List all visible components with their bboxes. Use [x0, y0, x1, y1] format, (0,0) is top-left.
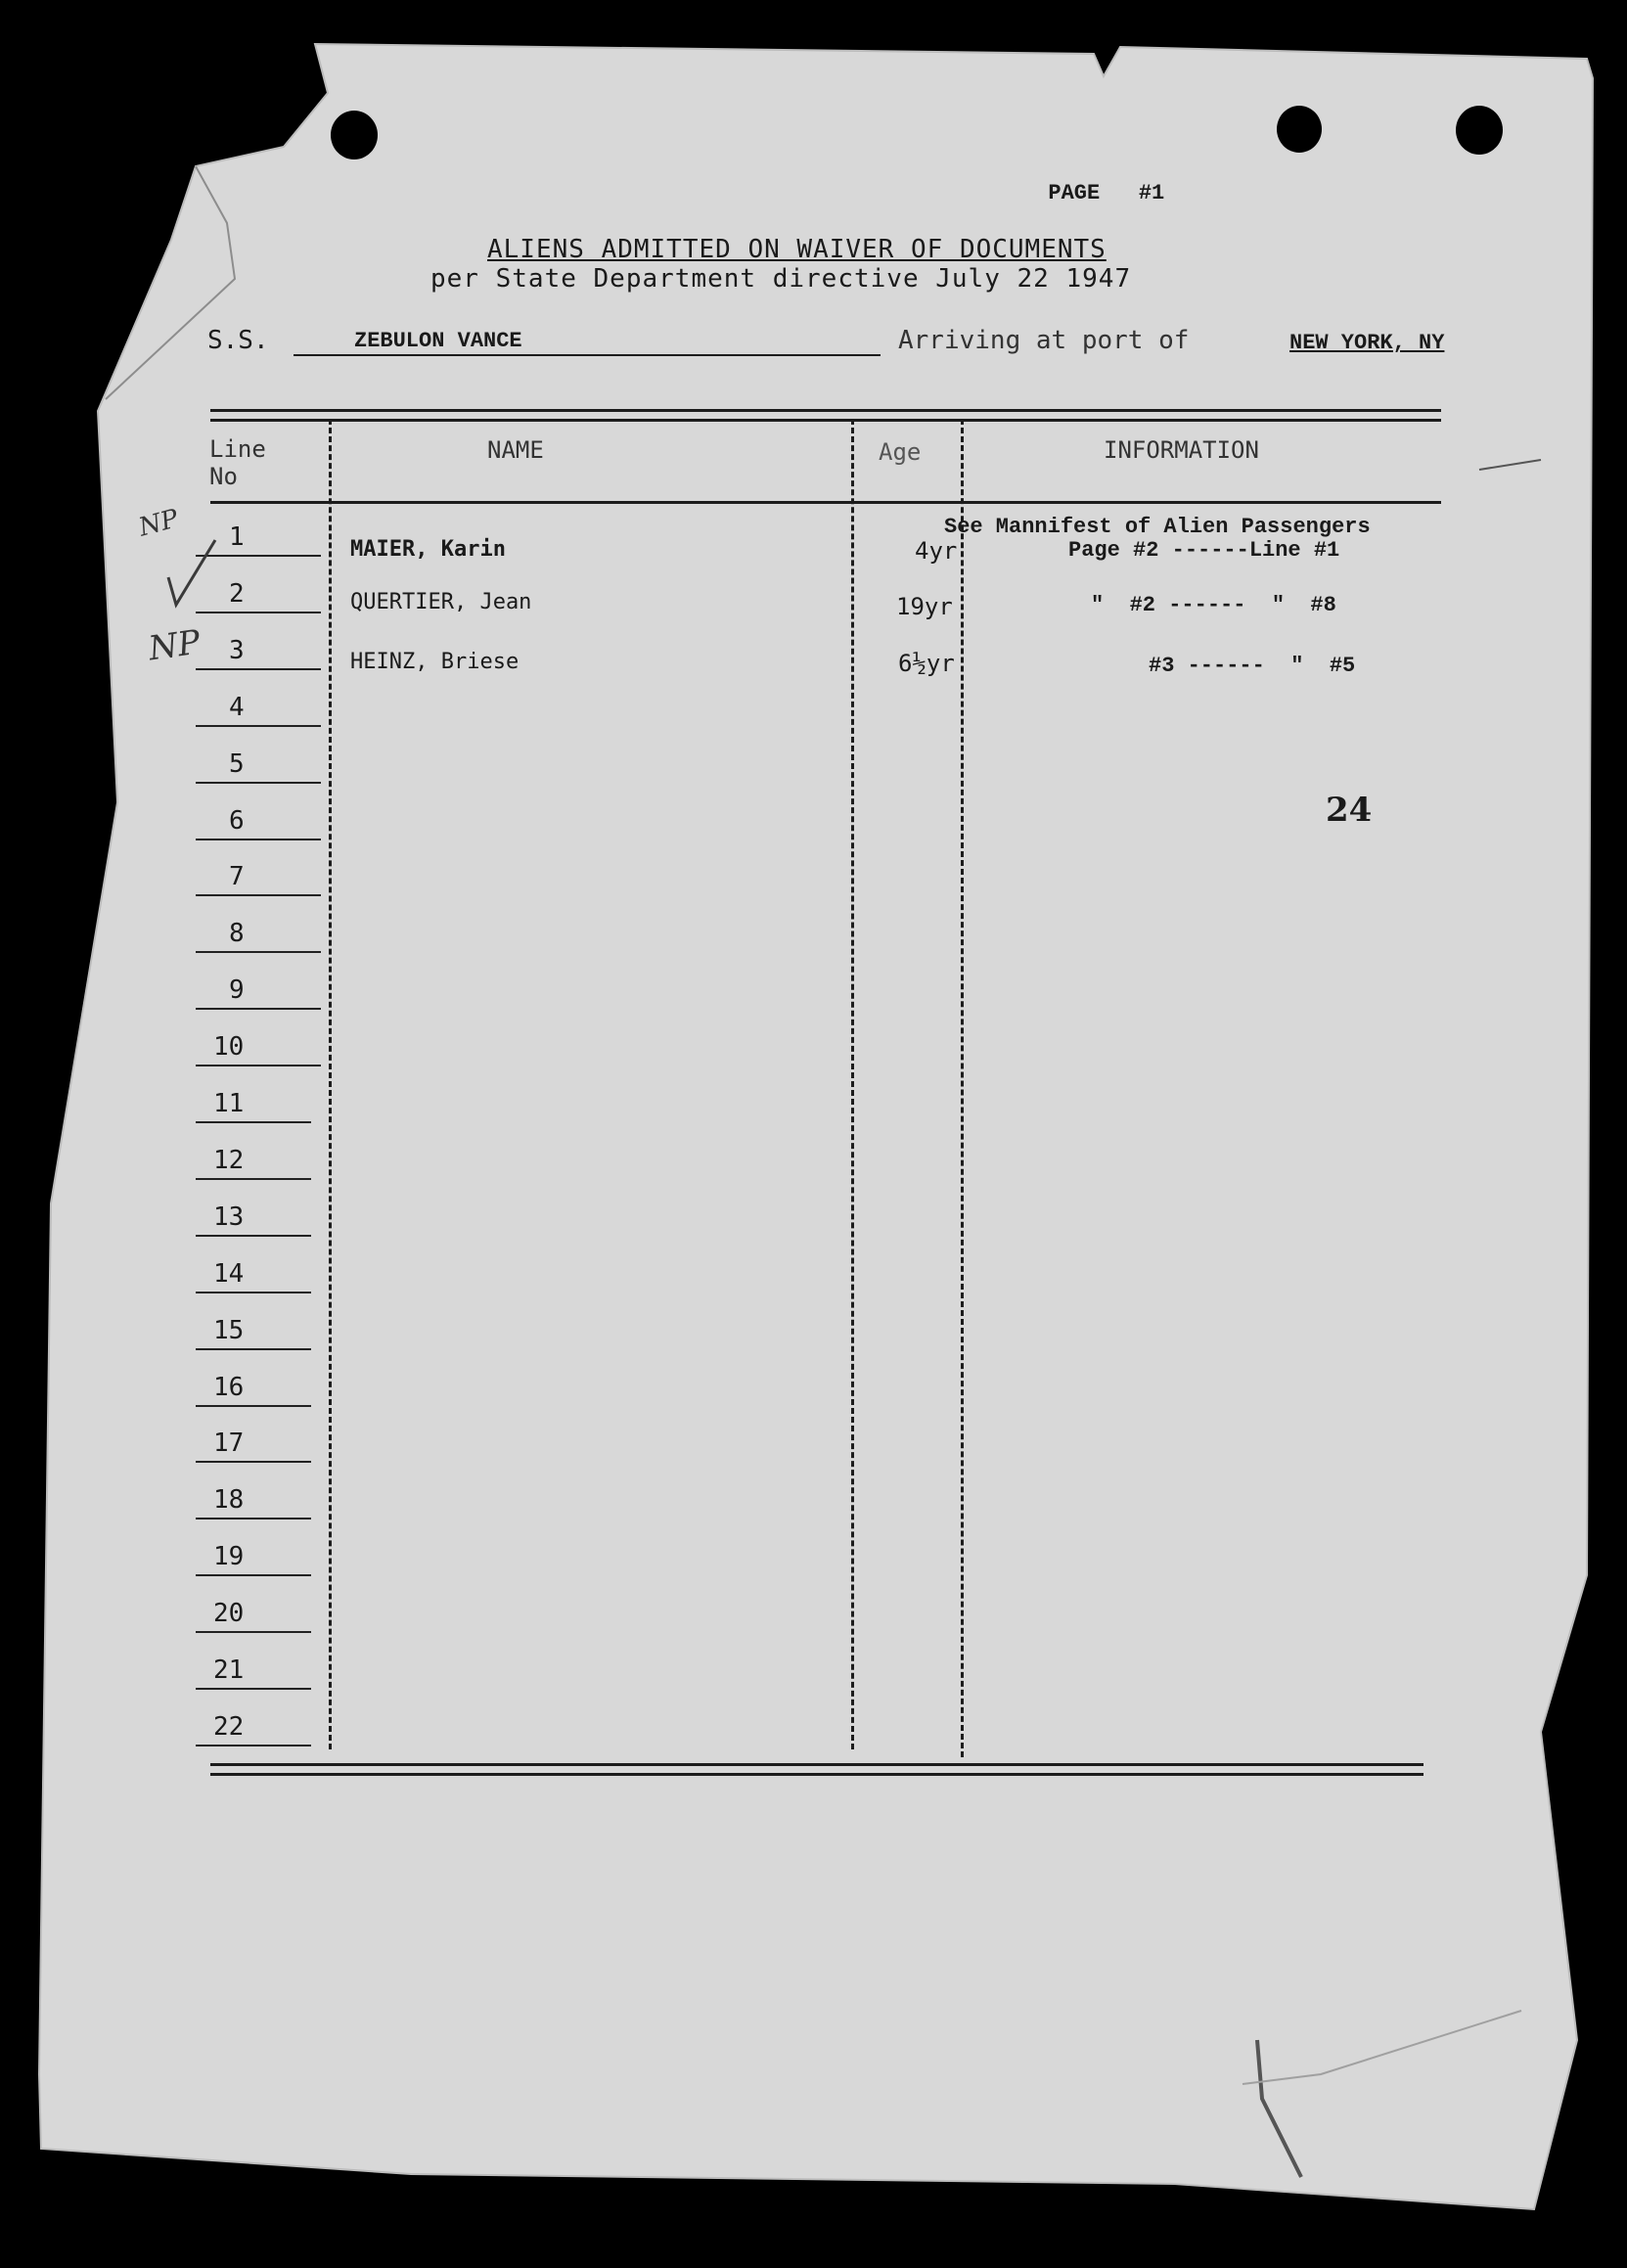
ship-prefix: S.S. [207, 326, 269, 355]
column-header-age: Age [879, 438, 922, 466]
column-divider-2 [851, 419, 854, 1749]
row-3-age: 6½yr [898, 650, 955, 677]
header-rule-top-1 [210, 409, 1441, 412]
line-number-underline [196, 1688, 311, 1690]
line-number-underline [196, 1008, 321, 1010]
header-rule-top-2 [210, 419, 1441, 422]
line-number: 20 [213, 1599, 245, 1628]
column-header-information: INFORMATION [1104, 436, 1259, 464]
punch-hole-center [1277, 106, 1322, 153]
footer-rule-1 [210, 1763, 1424, 1766]
line-number-underline [196, 1292, 311, 1293]
line-number-underline [196, 782, 321, 784]
line-number-underline [196, 668, 321, 670]
row-2-info: " #2 ------ " #8 [1091, 593, 1336, 617]
header-rule-bottom [210, 501, 1441, 504]
column-divider-1 [329, 419, 332, 1749]
line-number: 8 [229, 919, 245, 948]
line-number: 19 [213, 1542, 245, 1571]
column-divider-3 [961, 419, 964, 1757]
line-number: 1 [229, 522, 245, 552]
line-number: 7 [229, 862, 245, 891]
margin-number: 24 [1326, 791, 1373, 830]
ship-name-underline [294, 354, 881, 356]
line-number-underline [196, 1518, 311, 1520]
line-number: 16 [213, 1373, 245, 1402]
line-number: 12 [213, 1146, 245, 1175]
line-number: 5 [229, 749, 245, 779]
line-number: 2 [229, 579, 245, 609]
line-number: 22 [213, 1712, 245, 1742]
row-1-name: MAIER, Karin [350, 537, 506, 562]
line-number-underline [196, 1121, 311, 1123]
line-number: 10 [213, 1032, 245, 1062]
line-number-underline [196, 1178, 311, 1180]
line-number-underline [196, 725, 321, 727]
line-number-underline [196, 1405, 311, 1407]
line-number: 18 [213, 1485, 245, 1515]
line-number-underline [196, 1745, 311, 1746]
line-number: 6 [229, 806, 245, 836]
port-name: NEW YORK, NY [1289, 331, 1445, 355]
line-number-underline [196, 894, 321, 896]
line-number: 11 [213, 1089, 245, 1118]
line-number: 13 [213, 1202, 245, 1232]
document-subtitle: per State Department directive July 22 1947 [430, 264, 1132, 294]
row-3-name: HEINZ, Briese [350, 650, 520, 674]
line-number-underline [196, 951, 321, 953]
line-number: 15 [213, 1316, 245, 1345]
line-number-underline [196, 1631, 311, 1633]
line-number: 3 [229, 636, 245, 665]
line-number-underline [196, 1235, 311, 1237]
row-2-name: QUERTIER, Jean [350, 590, 532, 614]
line-number-underline [196, 1461, 311, 1463]
column-header-name: NAME [487, 436, 544, 464]
line-number: 14 [213, 1259, 245, 1289]
row-3-info: #3 ------ " #5 [1149, 654, 1356, 678]
line-number: 17 [213, 1429, 245, 1458]
checkmark-icon [157, 528, 235, 616]
line-number-underline [196, 1348, 311, 1350]
ship-name: ZEBULON VANCE [354, 329, 522, 353]
row-1-annotation: NP [135, 504, 182, 543]
page-label: PAGE #1 [1048, 181, 1165, 205]
arriving-label: Arriving at port of [898, 326, 1190, 355]
info-header: See Mannifest of Alien Passengers [944, 515, 1371, 539]
line-number-underline [196, 1574, 311, 1576]
row-1-age: 4yr [915, 537, 958, 565]
footer-rule-2 [210, 1773, 1424, 1776]
row-2-age: 19yr [896, 593, 953, 620]
column-header-line-no: Line No [209, 435, 266, 490]
row-3-annotation: NP [146, 622, 203, 669]
document-title: ALIENS ADMITTED ON WAIVER OF DOCUMENTS [487, 235, 1107, 264]
line-number-underline [196, 839, 321, 840]
punch-hole-left [331, 111, 378, 159]
row-1-info: Page #2 ------Line #1 [1068, 538, 1340, 563]
line-number: 21 [213, 1656, 245, 1685]
line-number-underline [196, 1065, 321, 1066]
line-number: 4 [229, 693, 245, 722]
line-number: 9 [229, 975, 245, 1005]
punch-hole-right [1456, 106, 1503, 155]
